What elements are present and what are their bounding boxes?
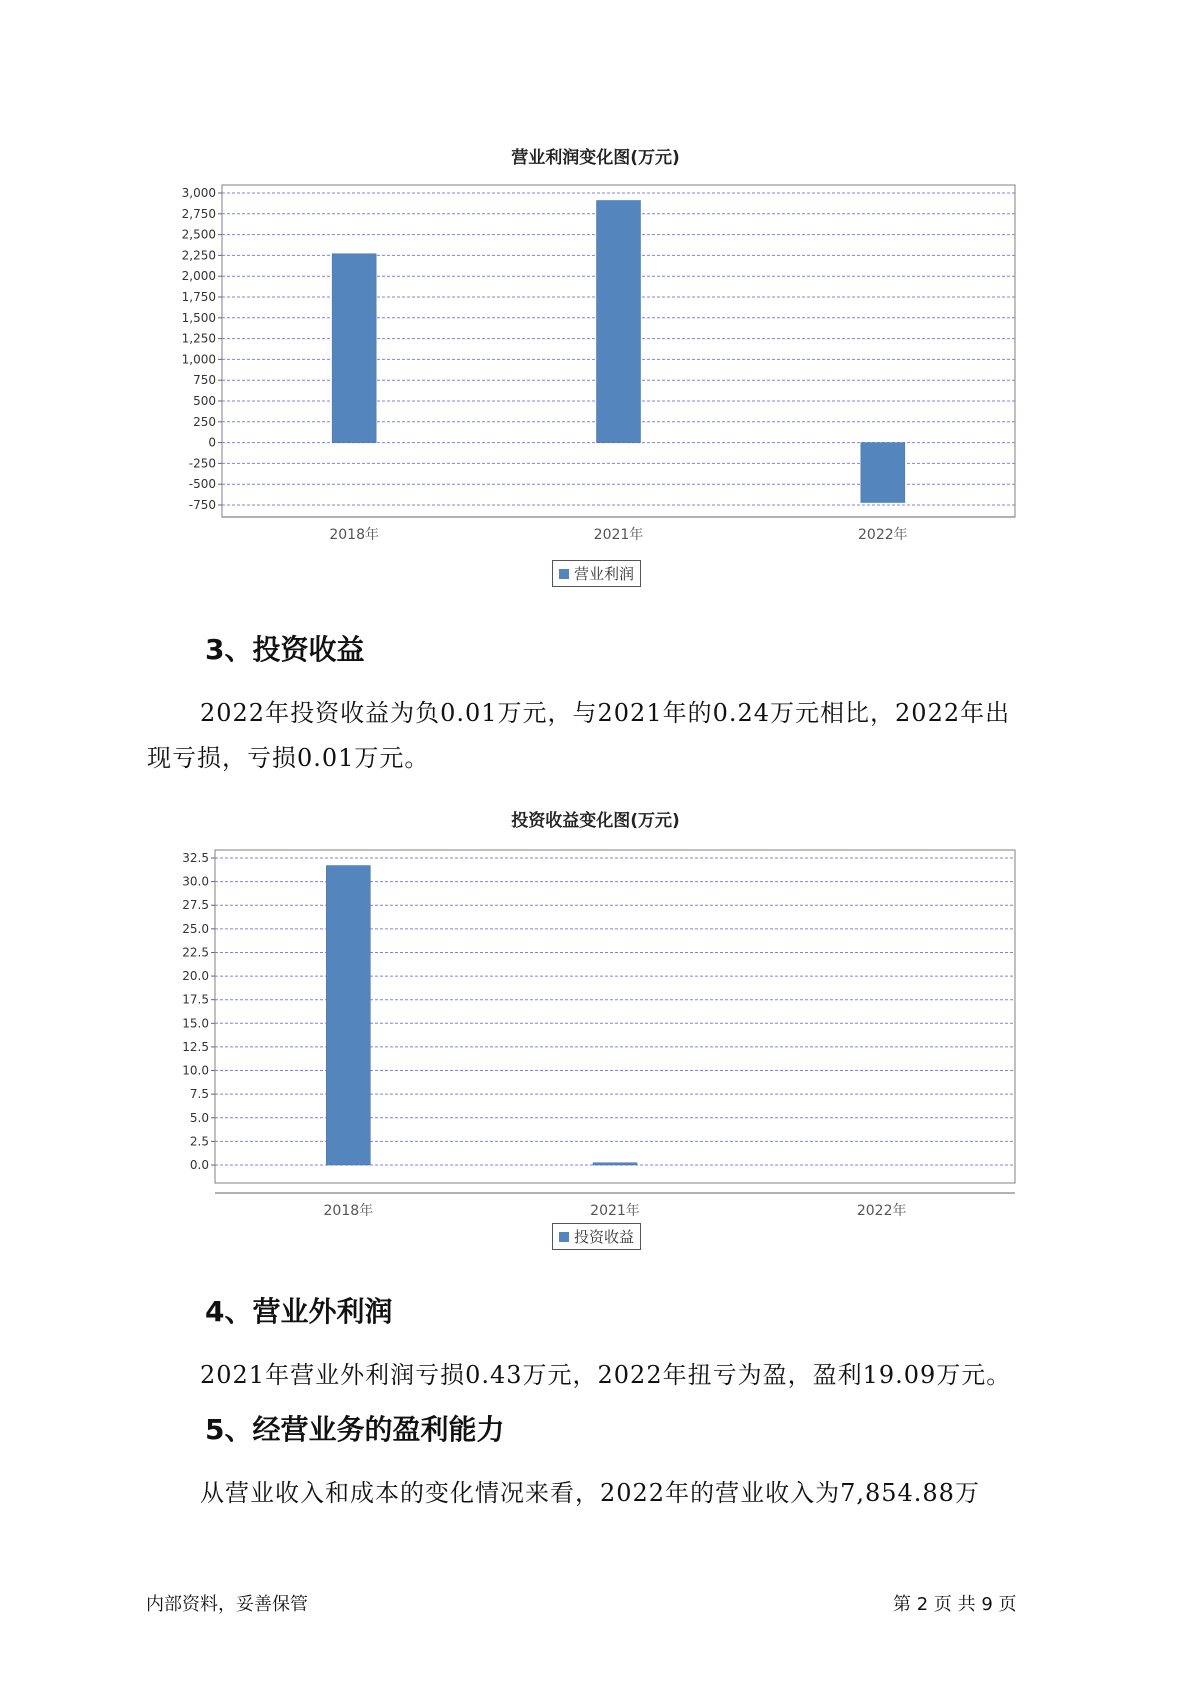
y-tick-label: 17.5 [182,992,209,1007]
y-tick-label: 25.0 [182,921,209,936]
y-tick-label: 1,250 [181,331,216,346]
section3-paragraph-line2: 现亏损，亏损0.01万元。 [147,744,430,772]
x-category-label: 2018年 [329,527,379,543]
section3-paragraph-line1: 2022年投资收益为负0.01万元，与2021年的0.24万元相比，2022年出 [200,699,1011,727]
y-tick-label: 2,000 [181,269,216,284]
chart2-title: 投资收益变化图(万元) [511,811,680,831]
section4-paragraph-line1: 2021年营业外利润亏损0.43万元，2022年扭亏为盈，盈利19.09万元。 [200,1361,1012,1389]
y-tick-label: 2,500 [181,227,216,242]
section5-heading: 5、经营业务的盈利能力 [205,1413,505,1446]
section3-heading: 3、投资收益 [205,633,365,666]
chart1-legend-label: 营业利润 [574,565,635,583]
chart2-legend [552,1223,641,1250]
footer-page-number: 第 2 页 共 9 页 [893,1594,1017,1615]
y-tick-label: 27.5 [182,898,209,913]
y-tick-label: 30.0 [182,874,209,889]
bar [332,254,376,443]
x-category-label: 2021年 [593,527,644,543]
y-tick-label: 1,000 [181,352,216,367]
section4-heading: 4、营业外利润 [205,1295,393,1328]
y-tick-label: 0 [208,435,216,450]
chart1-title: 营业利润变化图(万元) [511,148,680,168]
x-category-label: 2018年 [323,1203,374,1219]
y-tick-label: 10.0 [182,1063,209,1078]
x-category-label: 2022年 [856,1203,907,1219]
legend-swatch-icon [559,1232,569,1242]
chart1-legend [552,560,641,587]
y-tick-label: 0.0 [189,1158,209,1172]
y-tick-label: 500 [193,394,216,408]
y-tick-label: 12.5 [182,1039,209,1054]
legend-swatch-icon [559,569,569,579]
y-tick-label: 2,750 [181,206,216,221]
investment-income-chart [0,835,1191,1225]
y-tick-label: 20.0 [182,969,209,984]
y-tick-label: 22.5 [182,945,209,960]
y-tick-label: 1,750 [181,290,216,304]
section5-paragraph-line1: 从营业收入和成本的变化情况来看，2022年的营业收入为7,854.88万 [200,1479,980,1507]
bar [597,200,641,442]
x-category-label: 2021年 [590,1203,640,1219]
y-tick-label: 3,000 [181,186,216,200]
y-tick-label: 1,500 [181,310,216,325]
chart2-legend-label: 投资收益 [574,1228,635,1246]
y-tick-label: 2.5 [189,1134,209,1149]
y-tick-label: 5.0 [189,1110,209,1125]
y-tick-label: 250 [193,414,216,429]
y-tick-label: -500 [188,477,216,492]
x-category-label: 2022年 [858,527,908,543]
y-tick-label: -250 [188,456,216,471]
footer-confidential-note: 内部资料，妥善保管 [146,1594,308,1615]
bar [593,1163,637,1165]
operating-profit-chart [0,160,1191,560]
y-tick-label: 750 [193,373,216,388]
y-tick-label: 15.0 [182,1016,209,1031]
y-tick-label: 7.5 [189,1087,209,1102]
y-tick-label: 32.5 [182,851,209,865]
y-tick-label: -750 [188,498,216,512]
bar [326,866,370,1165]
y-tick-label: 2,250 [181,248,216,263]
bar [861,443,905,503]
